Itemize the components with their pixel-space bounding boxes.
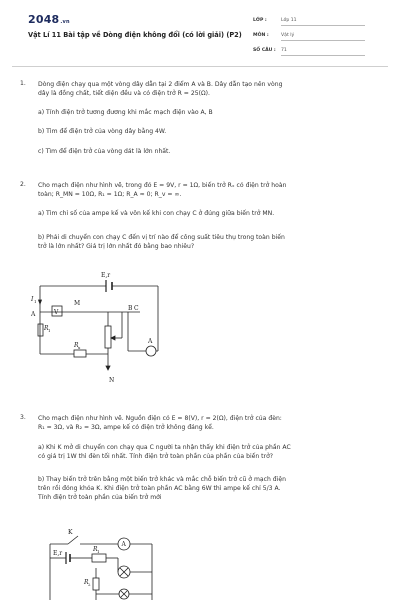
- label-ammeter: A: [121, 541, 126, 548]
- question-part: trở là lớn nhất? Giá trị lớn nhất đó bằng bao nhiêu?: [38, 243, 195, 250]
- question-part: b) Thay biến trở trên bằng một biến trở khác và mắc chỗ biến trở cũ ở mạch điện: [38, 476, 286, 483]
- question-line: toàn; R_MN = 10Ω, R₁ = 1Ω; R_A ≈ 0; R_v = ∞.: [38, 191, 182, 198]
- label-m: M: [74, 300, 81, 307]
- question-part: a) Khi K mở di chuyển con chạy qua C người ta nhận thấy khi điện trở của phần AC: [38, 444, 291, 451]
- meta-count-underline: [281, 55, 365, 56]
- circuit-diagram-2: [30, 266, 170, 390]
- question-line: Cho mạch điện như hình vẽ, trong đó E = 9V, r = 1Ω, biến trở Rₓ có điện trở hoàn: [38, 182, 287, 189]
- question-part: a) Tính điện trở tương đương khi mắc mạch điện vào A, B: [38, 109, 213, 116]
- document-header: [0, 0, 400, 70]
- question-line: Cho mạch điện như hình vẽ. Nguồn điện có E = 8(V), r = 2(Ω), điện trở của đèn:: [38, 415, 282, 422]
- label-r2: R: [84, 579, 89, 586]
- label-i: I: [31, 296, 34, 303]
- meta-subject-underline: [281, 40, 365, 41]
- label-rx: R: [74, 342, 79, 349]
- label-r1: R: [93, 546, 98, 553]
- question-part: a) Tìm chỉ số của ampe kế và vôn kế khi con chạy C ở đúng giữa biến trở MN.: [38, 210, 275, 217]
- question-number: 3.: [20, 414, 26, 421]
- label-r1: R: [44, 325, 49, 332]
- meta-class-underline: [281, 25, 365, 26]
- logo-suffix: .vn: [60, 19, 70, 25]
- meta-class-label: LỚP :: [253, 18, 267, 23]
- meta-subject-label: MÔN :: [253, 33, 269, 38]
- label-er: E,r: [53, 550, 63, 557]
- document-title: Vật Lí 11 Bài tập về Dòng điện không đổi (có lời giải) (P2): [28, 31, 242, 39]
- question-part: Tính điện trở toàn phần của biến trở mới: [38, 494, 162, 501]
- question-line: R₁ = 3Ω, và R₂ = 3Ω, ampe kế có điện trở không đáng kể.: [38, 424, 214, 431]
- meta-class-value: Lớp 11: [281, 18, 297, 23]
- circuit-diagram-3: [44, 522, 164, 600]
- label-r1-sub: 1: [48, 328, 51, 333]
- question-line: Dòng điện chạy qua một vòng dây dẫn tại 2 điểm A và B. Dây dẫn tạo nên vòng: [38, 81, 283, 88]
- question-part: có giá trị 1W thì đèn tối nhất. Tính điện trở toàn phần của phần của biến trở?: [38, 453, 274, 460]
- label-n: N: [109, 377, 115, 384]
- label-r1-sub: 1: [97, 549, 100, 554]
- question-number: 1.: [20, 80, 26, 87]
- question-number: 2.: [20, 181, 26, 188]
- header-divider: [12, 66, 388, 67]
- meta-count-label: SỐ CÂU :: [253, 48, 276, 53]
- label-a: A: [31, 311, 36, 318]
- meta-count-value: 71: [281, 48, 287, 53]
- logo-text: 2048: [28, 13, 60, 26]
- label-r2-sub: 2: [88, 582, 91, 587]
- meta-subject-value: Vật lý: [281, 33, 295, 38]
- label-v: V: [54, 309, 59, 316]
- question-line: dây là đồng chất, tiết diện đều và có điện trở R = 25(Ω).: [38, 90, 210, 97]
- label-k: K: [68, 529, 73, 536]
- question-part: trên rồi đóng khóa K. Khi điện trở toàn phần AC bằng 6W thì ampe kế chỉ 5/3 A.: [38, 485, 281, 492]
- question-part: c) Tìm để điện trở của vòng dát là lớn nhất.: [38, 148, 171, 155]
- label-i-sub: 1: [34, 299, 37, 304]
- question-part: b) Tìm để điện trở của vòng dây bằng 4W.: [38, 128, 167, 135]
- site-logo[interactable]: [28, 13, 70, 26]
- label-ammeter: A: [148, 338, 153, 345]
- label-c: C: [134, 305, 139, 312]
- question-part: b) Phải di chuyển con chạy C đến vị trí nào để công suất tiêu thụ trong toàn biến: [38, 234, 285, 241]
- label-rx-sub: x: [78, 345, 81, 350]
- label-b: B: [128, 305, 133, 312]
- label-er: E,r: [101, 272, 111, 279]
